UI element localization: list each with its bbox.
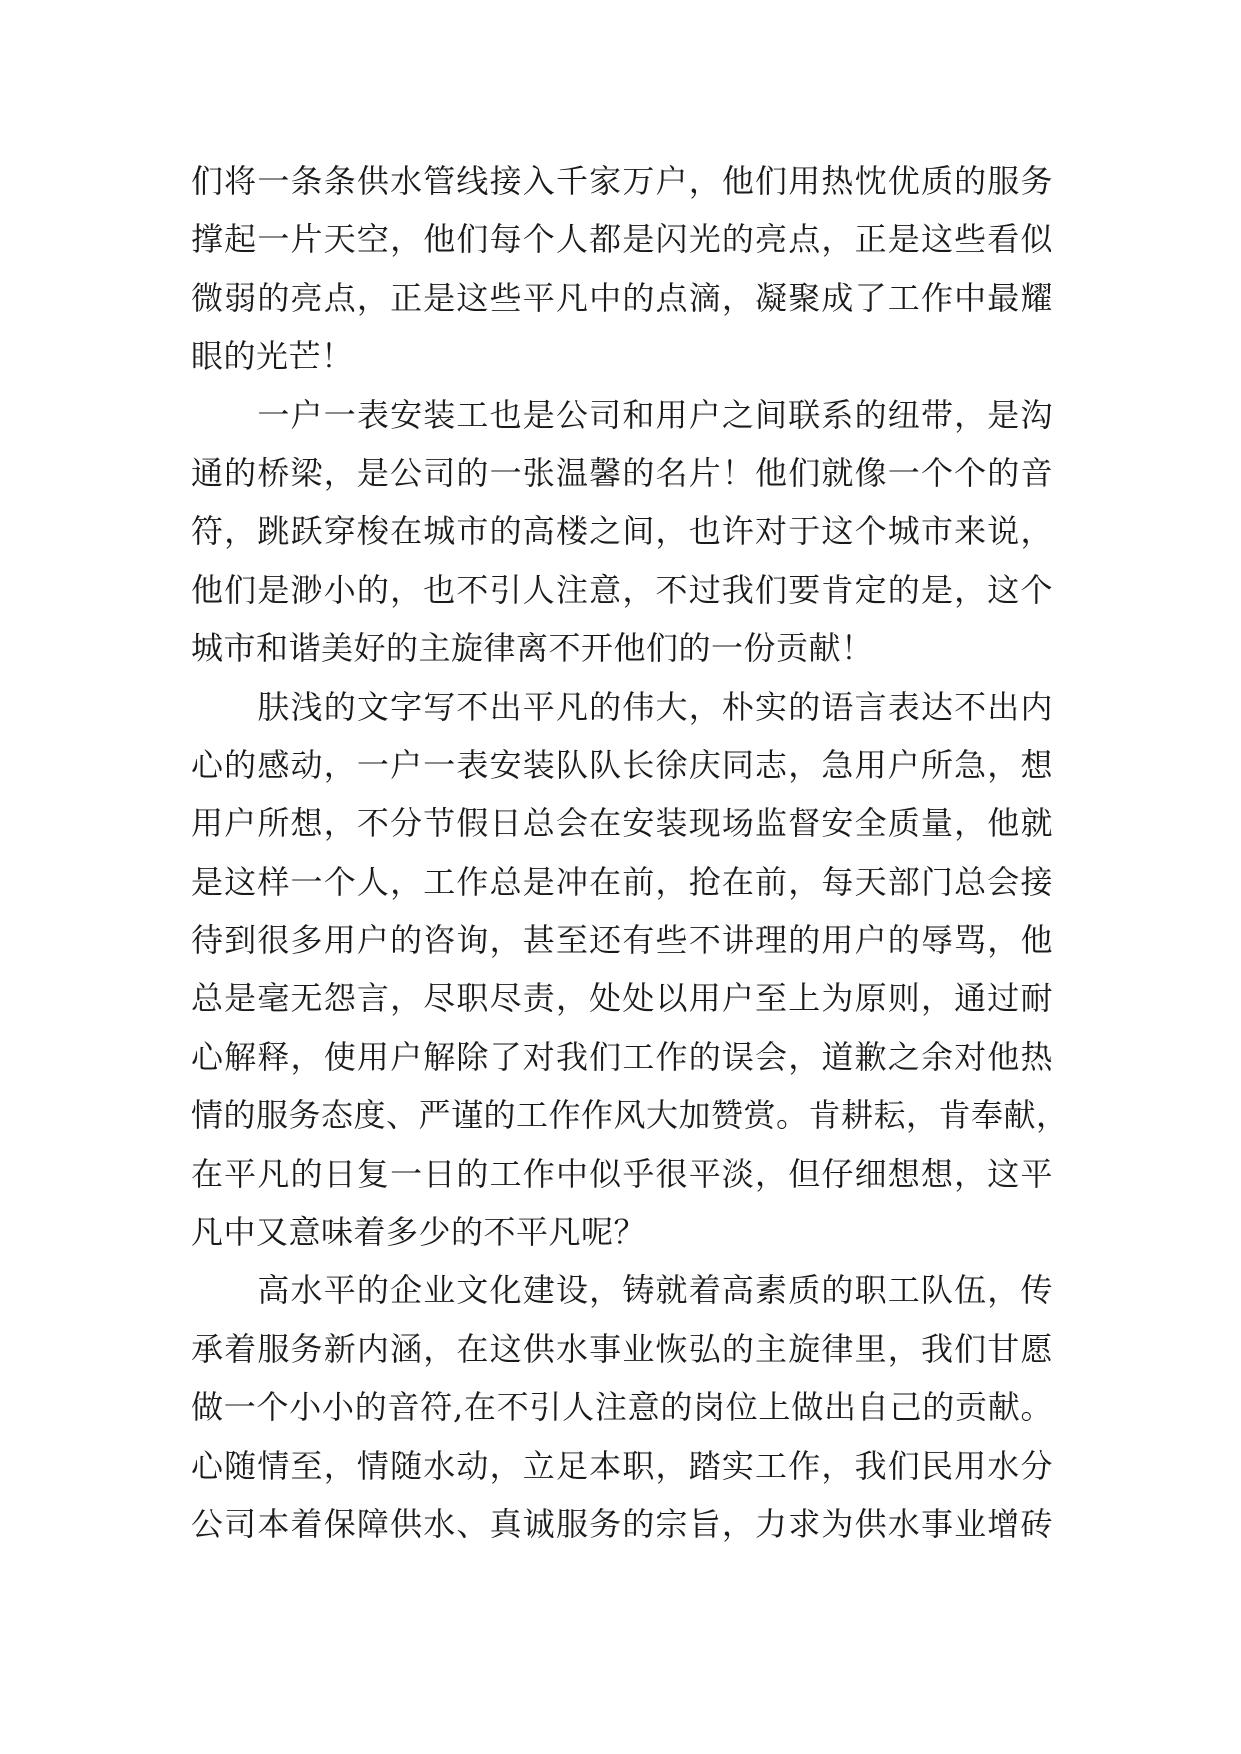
text-line: 公司本着保障供水、真诚服务的宗旨，力求为供水事业增砖	[191, 1504, 1053, 1543]
text-line: 们将一条条供水管线接入千家万户，他们用热忱优质的服务	[191, 162, 1053, 200]
paragraph-4	[191, 1261, 1053, 1553]
paragraph-3	[191, 678, 1069, 1262]
text-line: 心随情至，情随水动，立足本职，踏实工作，我们民用水分	[191, 1446, 1053, 1485]
text-line: 城市和谐美好的主旋律离不开他们的一份贡献！	[191, 629, 874, 668]
text-line: 心的感动，一户一表安装队队长徐庆同志，急用户所急，想	[191, 745, 1053, 784]
text-line: 眼的光芒！	[191, 337, 354, 376]
text-line: 用户所想，不分节假日总会在安装现场监督安全质量，他就	[191, 804, 1053, 843]
paragraph-2	[191, 386, 1053, 678]
document-body	[191, 152, 1069, 1553]
text-line: 微弱的亮点，正是这些平凡中的点滴，凝聚成了工作中最耀	[191, 278, 1053, 317]
text-line: 是这样一个人，工作总是冲在前，抢在前，每天部门总会接	[191, 862, 1053, 901]
text-line: 符，跳跃穿梭在城市的高楼之间，也许对于这个城市来说，	[191, 512, 1053, 551]
text-line: 凡中又意味着多少的不平凡呢？	[191, 1213, 647, 1252]
text-line: 一户一表安装工也是公司和用户之间联系的纽带，是沟	[191, 395, 1053, 434]
text-line: 他们是渺小的，也不引人注意，不过我们要肯定的是，这个	[191, 570, 1053, 609]
text-line: 撑起一片天空，他们每个人都是闪光的亮点，正是这些看似	[191, 220, 1053, 259]
text-line: 通的桥梁，是公司的一张温馨的名片！他们就像一个个的音	[191, 453, 1053, 492]
text-line: 待到很多用户的咨询，甚至还有些不讲理的用户的辱骂，他	[191, 921, 1053, 960]
text-line: 做一个小小的音符,在不引人注意的岗位上做出自己的贡献。	[191, 1388, 1053, 1427]
text-line: 高水平的企业文化建设，铸就着高素质的职工队伍，传	[191, 1271, 1053, 1310]
paragraph-1	[191, 152, 1053, 386]
text-line: 肤浅的文字写不出平凡的伟大，朴实的语言表达不出内	[191, 687, 1053, 726]
text-line: 心解释，使用户解除了对我们工作的误会，道歉之余对他热	[191, 1037, 1053, 1076]
text-line: 在平凡的日复一日的工作中似乎很平淡，但仔细想想，这平	[191, 1154, 1053, 1193]
text-line: 承着服务新内涵，在这供水事业恢弘的主旋律里，我们甘愿	[191, 1329, 1053, 1368]
text-line: 情的服务态度、严谨的工作作风大加赞赏。肯耕耘，肯奉献，	[191, 1096, 1069, 1135]
text-line: 总是毫无怨言，尽职尽责，处处以用户至上为原则，通过耐	[191, 979, 1053, 1018]
